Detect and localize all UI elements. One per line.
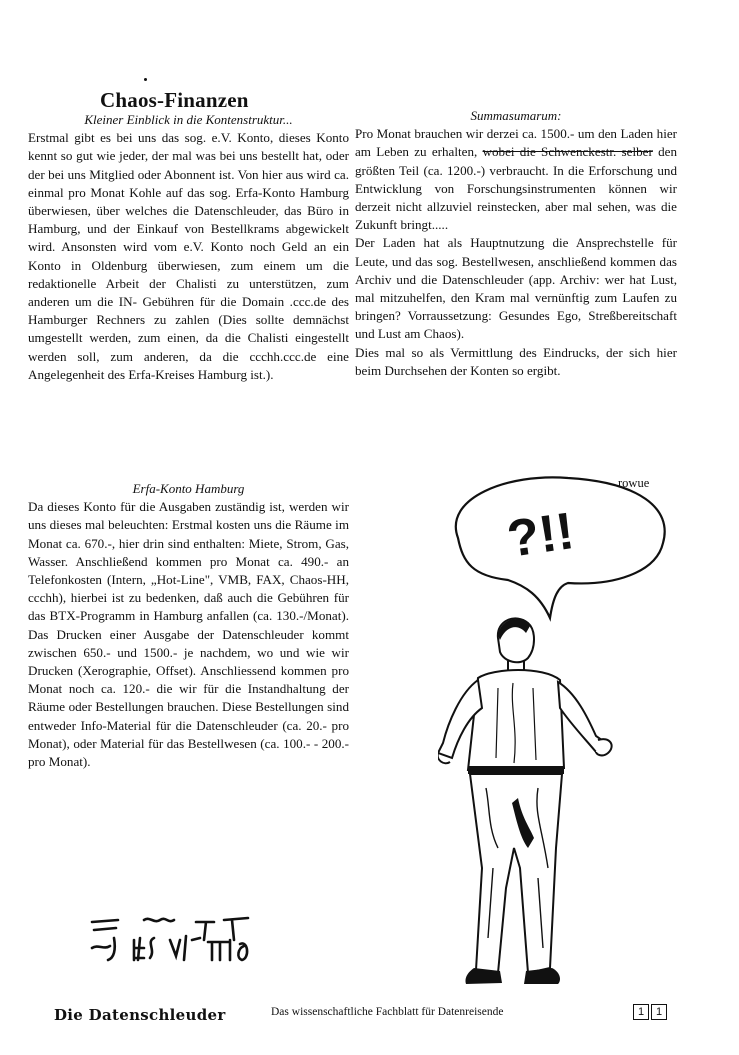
left-subhead: Kleiner Einblick in die Kontenstruktur... bbox=[84, 112, 293, 127]
right-body-text-a: Pro Monat brauchen wir derzei ca. 1500.- um den Laden hier am Leben zu erhalten, bbox=[355, 126, 677, 160]
page-number bbox=[633, 1004, 667, 1020]
erfa-column-text bbox=[28, 480, 349, 771]
left-column-text bbox=[28, 111, 349, 384]
page-digit: 1 bbox=[633, 1004, 649, 1020]
speech-bubble-text: ?!! bbox=[503, 502, 578, 569]
shirt bbox=[468, 670, 564, 770]
belt bbox=[468, 766, 564, 774]
cartoon-man-illustration bbox=[438, 468, 678, 998]
page-digit: 1 bbox=[651, 1004, 667, 1020]
right-body-text-b: den größten Teil (ca. 1200.-) verbraucht. In die Erforschung und Entwicklung von Forschungsinstrumenten können wir derzeit nicht allzuviel reinstecken, aber mal sehen, was die Zukunft bringt..... bbox=[355, 144, 677, 233]
handwritten-squiggles bbox=[88, 910, 288, 970]
right-body-3: Dies mal so als Vermittlung des Eindrucks, der sich hier beim Durchsehen der Konten so ergibt. bbox=[355, 344, 677, 378]
right-column-text bbox=[355, 107, 677, 380]
artist-credit: rowue bbox=[618, 476, 650, 490]
masthead-logo: Die Datenschleuder bbox=[54, 1006, 226, 1024]
right-body-2: Der Laden hat als Hauptnutzung die Ansprechstelle für Leute, und das sog. Bestellwesen, anschließend kommen das Archiv und die Datenschleuder (app. Archiv: wer hat Lust, mal mitzuhelfen, den Kram mal vernünftig zum Laufen zu bringen? Vorraussetzung: Gesundes Ego, Streßbereitschaft und Lust am Chaos). bbox=[355, 235, 677, 342]
erfa-body: Da dieses Konto für die Ausgaben zuständig ist, werden wir uns dieses mal beleuchten: Erstmal kosten uns die Räume im Monat ca. 670.-, hier drin sind enthalten: Miete, Strom, Gas, Wasser. Anschließend kommen pro Monat ca. 490.- an Telefonkosten (Intern, „Hot-Line", VMB, FAX, Chaos-HH, ccchh), hierbei ist zu bedenken, daß auch die Gebühren für das BTX-Programm in Hamburg anfallen (ca. 130.-/Monat). Das Drucken einer Ausgabe der Datenschleuder kommt zwischen 650.- und 1500.- je nachdem, wo und wie wir Drucken (Xerographie, Offset). Anschliessend kommen pro Monat noch ca. 120.- die wir für die Instandhaltung der Räume oder Bestellungen brauchen. Diese Bestellungen sind entweder Info-Material für die Datenschleuder (ca. 20.- pro Monat), oder Material für das Bestellwesen (ca. 100.- - 200.- pro Monat). bbox=[28, 499, 349, 770]
right-body-1 bbox=[355, 125, 677, 234]
erfa-subhead: Erfa-Konto Hamburg bbox=[132, 481, 245, 496]
speck bbox=[144, 78, 147, 81]
page-title: Chaos-Finanzen bbox=[100, 88, 249, 112]
left-body: Erstmal gibt es bei uns das sog. e.V. Konto, dieses Konto kennt so gut wie jeder, der mal was bei uns bestellt hat, oder der bei uns Mitglied oder Abonnent ist. Von hier aus wird ca. einmal pro Monat Kohle auf das sog. Erfa-Konto Hamburg überwiesen, über welches die Datenschleuder, das Büro in Hamburg, und der Einkauf von Bestellkrams abgewickelt wird. Ansonsten wird vom e.V. Konto noch Geld an ein Konto in Oldenburg überwiesen, zum einem um die redaktionelle Arbeit der Chalisti zu unterstützen, zum anderen um die IN- Gebühren für die Domain .ccc.de des Hamburger Rechners zu zahlen (Dies sollte demnächst umgestellt werden, zum einen, da die Chalisti eingestellt werden soll, zum anderen, da die ccchh.ccc.de eine Angelegenheit des Erfa-Kreises Hamburg ist.). bbox=[28, 130, 349, 382]
right-body-strikethrough: wobei die Schwenckestr. selber bbox=[482, 144, 653, 160]
footer-tagline: Das wissenschaftliche Fachblatt für Datenreisende bbox=[271, 1006, 504, 1018]
right-subhead: Summasumarum: bbox=[470, 108, 562, 123]
